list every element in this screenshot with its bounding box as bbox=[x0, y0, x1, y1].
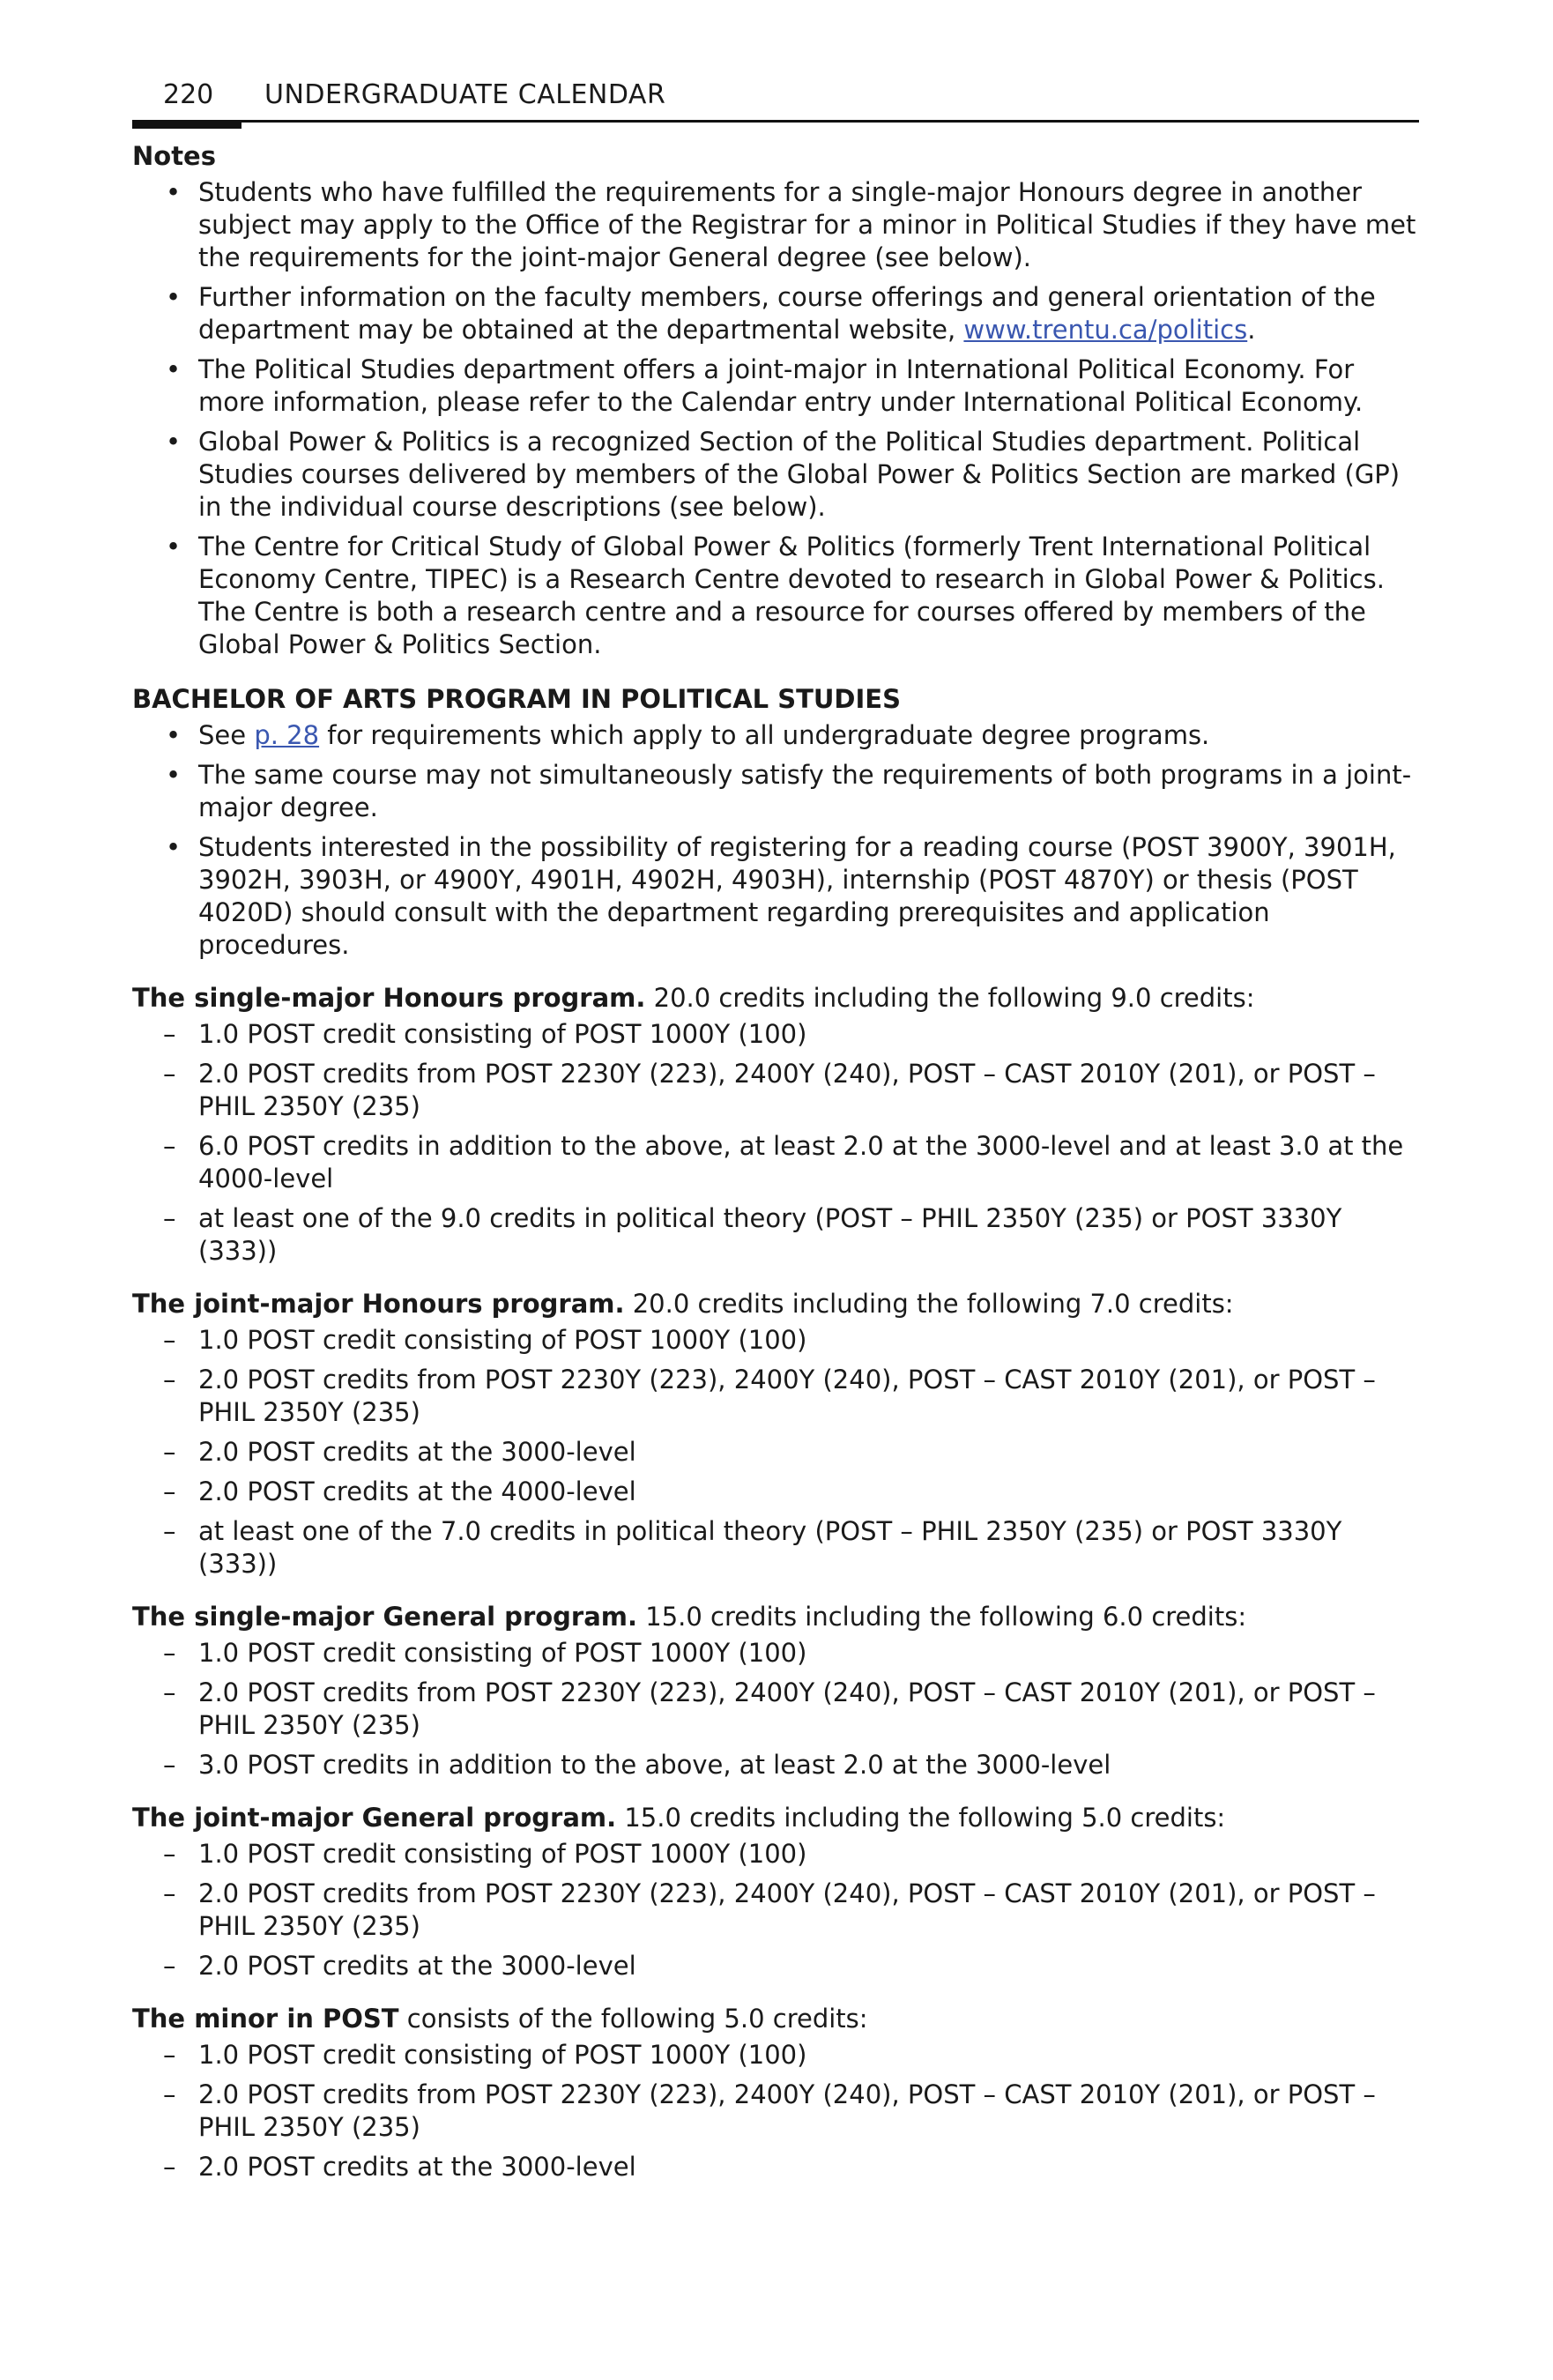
page-28-link[interactable]: p. 28 bbox=[254, 720, 320, 750]
list-item: – 1.0 POST credit consisting of POST 1000Y (100) bbox=[132, 2039, 1419, 2071]
program-heading bbox=[132, 1287, 1419, 1320]
program-desc: 20.0 credits including the following 7.0 credits: bbox=[624, 1289, 1234, 1319]
politics-website-link[interactable]: www.trentu.ca/politics bbox=[963, 315, 1248, 345]
list-item: – 6.0 POST credits in addition to the above, at least 2.0 at the 3000-level and at least 3.0 at the 4000-level bbox=[132, 1130, 1419, 1195]
requirement-list bbox=[132, 1838, 1419, 1982]
list-item bbox=[132, 281, 1419, 346]
note-text: Students who have fulfilled the requirements for a single-major Honours degree in another subject may apply to the Office of the Registrar for a minor in Political Studies if they have met the requirements for the joint-major General degree (see below). bbox=[198, 177, 1416, 272]
program-desc: 20.0 credits including the following 9.0 credits: bbox=[645, 983, 1255, 1013]
list-item: – at least one of the 9.0 credits in political theory (POST – PHIL 2350Y (235) or POST 3330Y (333)) bbox=[132, 1202, 1419, 1268]
note-text: Further information on the faculty members, course offerings and general orientation of the department may be obtained at the departmental website, bbox=[198, 282, 1376, 345]
program-heading bbox=[132, 2002, 1419, 2035]
list-item bbox=[132, 531, 1419, 661]
ba-program-heading: BACHELOR OF ARTS PROGRAM IN POLITICAL STUDIES bbox=[132, 684, 901, 714]
list-item: – at least one of the 7.0 credits in political theory (POST – PHIL 2350Y (235) or POST 3330Y (333)) bbox=[132, 1515, 1419, 1580]
list-item bbox=[132, 759, 1419, 824]
note-text: . bbox=[1247, 315, 1256, 345]
ba-text: See bbox=[198, 720, 255, 750]
ba-program-list bbox=[132, 719, 1419, 962]
calendar-page bbox=[132, 78, 1419, 2190]
list-item: – 2.0 POST credits at the 3000-level bbox=[132, 1950, 1419, 1982]
header-rule bbox=[132, 120, 1419, 123]
single-honours-program bbox=[132, 981, 1419, 1268]
list-item bbox=[132, 719, 1419, 752]
notes-heading: Notes bbox=[132, 141, 216, 171]
joint-general-program bbox=[132, 1801, 1419, 1982]
list-item: – 1.0 POST credit consisting of POST 1000Y (100) bbox=[132, 1018, 1419, 1051]
program-name: The single-major General program. bbox=[132, 1602, 638, 1632]
header-tab-mark bbox=[132, 120, 241, 129]
program-name: The joint-major General program. bbox=[132, 1803, 617, 1833]
requirement-list bbox=[132, 1324, 1419, 1580]
program-desc: consists of the following 5.0 credits: bbox=[398, 2004, 868, 2034]
note-text: The Centre for Critical Study of Global Power & Politics (formerly Trent International Political Economy Centre, TIPEC) is a Research Centre devoted to research in Global Power & Politics. The Centre is both a research centre and a resource for courses offered by members of the Global Power & Politics Section. bbox=[198, 532, 1385, 659]
note-text: Global Power & Politics is a recognized Section of the Political Studies department. Political Studies courses delivered by members of the Global Power & Politics Section are marked (GP) in the individual course descriptions (see below). bbox=[198, 427, 1401, 522]
ba-text: The same course may not simultaneously satisfy the requirements of both programs in a joint-major degree. bbox=[198, 760, 1412, 822]
page-header bbox=[132, 78, 1419, 130]
requirement-list bbox=[132, 2039, 1419, 2183]
list-item: – 1.0 POST credit consisting of POST 1000Y (100) bbox=[132, 1838, 1419, 1871]
program-heading bbox=[132, 981, 1419, 1015]
program-name: The single-major Honours program. bbox=[132, 983, 646, 1013]
list-item: – 2.0 POST credits at the 4000-level bbox=[132, 1476, 1419, 1508]
list-item: – 2.0 POST credits from POST 2230Y (223), 2400Y (240), POST – CAST 2010Y (201), or POST – PHIL 2350Y (235) bbox=[132, 1058, 1419, 1123]
list-item: – 3.0 POST credits in addition to the above, at least 2.0 at the 3000-level bbox=[132, 1749, 1419, 1781]
program-name: The minor in POST bbox=[132, 2004, 399, 2034]
program-heading bbox=[132, 1600, 1419, 1633]
program-name: The joint-major Honours program. bbox=[132, 1289, 625, 1319]
list-item bbox=[132, 353, 1419, 419]
requirement-list bbox=[132, 1637, 1419, 1781]
single-general-program bbox=[132, 1600, 1419, 1781]
list-item bbox=[132, 831, 1419, 962]
program-heading bbox=[132, 1801, 1419, 1834]
list-item: – 2.0 POST credits from POST 2230Y (223), 2400Y (240), POST – CAST 2010Y (201), or POST – PHIL 2350Y (235) bbox=[132, 2079, 1419, 2144]
program-desc: 15.0 credits including the following 5.0 credits: bbox=[616, 1803, 1226, 1833]
list-item bbox=[132, 176, 1419, 274]
list-item: – 2.0 POST credits from POST 2230Y (223), 2400Y (240), POST – CAST 2010Y (201), or POST – PHIL 2350Y (235) bbox=[132, 1878, 1419, 1943]
minor-program bbox=[132, 2002, 1419, 2183]
list-item: – 2.0 POST credits at the 3000-level bbox=[132, 2151, 1419, 2183]
running-title: UNDERGRADUATE CALENDAR bbox=[264, 79, 666, 110]
list-item: – 1.0 POST credit consisting of POST 1000Y (100) bbox=[132, 1637, 1419, 1670]
list-item: – 2.0 POST credits from POST 2230Y (223), 2400Y (240), POST – CAST 2010Y (201), or POST – PHIL 2350Y (235) bbox=[132, 1364, 1419, 1429]
requirement-list bbox=[132, 1018, 1419, 1268]
notes-list bbox=[132, 176, 1419, 661]
program-desc: 15.0 credits including the following 6.0 credits: bbox=[637, 1602, 1247, 1632]
list-item: – 2.0 POST credits from POST 2230Y (223), 2400Y (240), POST – CAST 2010Y (201), or POST – PHIL 2350Y (235) bbox=[132, 1677, 1419, 1742]
list-item: – 1.0 POST credit consisting of POST 1000Y (100) bbox=[132, 1324, 1419, 1357]
ba-text: Students interested in the possibility of registering for a reading course (POST 3900Y, 3901H, 3902H, 3903H, or 4900Y, 4901H, 4902H, 4903H), internship (POST 4870Y) or thesis (POST 4020D) should consult with the department regarding prerequisites and application procedures. bbox=[198, 832, 1396, 960]
note-text: The Political Studies department offers a joint-major in International Political Economy. For more information, please refer to the Calendar entry under International Political Economy. bbox=[198, 354, 1364, 417]
list-item: – 2.0 POST credits at the 3000-level bbox=[132, 1436, 1419, 1469]
list-item bbox=[132, 426, 1419, 524]
page-number: 220 bbox=[163, 79, 214, 110]
joint-honours-program bbox=[132, 1287, 1419, 1580]
ba-text: for requirements which apply to all undergraduate degree programs. bbox=[319, 720, 1210, 750]
